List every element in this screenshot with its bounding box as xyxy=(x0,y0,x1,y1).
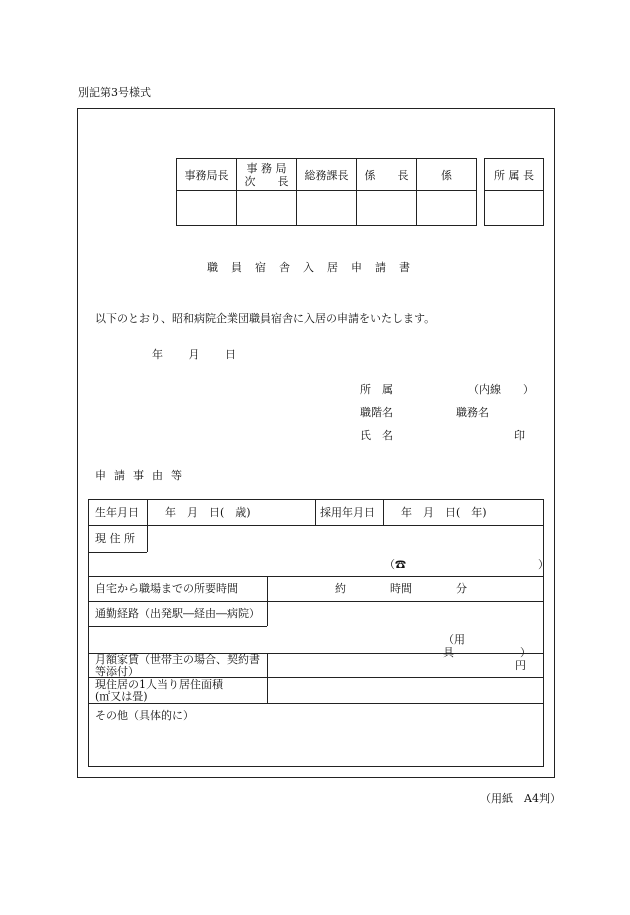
intro-text: 以下のとおり、昭和病院企業団職員宿舎に入居の申請をいたします。 xyxy=(95,312,436,325)
commute-route-label: 通勤経路（出発駅―経由―病院） xyxy=(95,607,260,620)
birth-date-value[interactable]: 年 月 日( 歳) xyxy=(165,506,251,519)
stamp-box-affiliation-head[interactable] xyxy=(485,191,544,226)
stamp-box-subsection-chief[interactable] xyxy=(357,191,417,226)
application-date[interactable]: 年 月 日 xyxy=(152,348,236,361)
row-line xyxy=(89,703,544,704)
approval-header-subsection-chief: 係 長 xyxy=(357,159,417,191)
approval-header-affiliation-head: 所 属 長 xyxy=(485,159,544,191)
row-line xyxy=(89,601,544,602)
transport-value[interactable]: （用具 ） xyxy=(443,633,531,659)
form-id: 別記第3号様式 xyxy=(78,86,151,99)
phone-value[interactable]: （☎ ） xyxy=(384,558,549,571)
col-line xyxy=(383,500,384,525)
paper-size-note: （用紙 A4判） xyxy=(480,792,561,805)
rank-label: 職階名 xyxy=(360,406,393,419)
extension-label[interactable]: （内線 ） xyxy=(468,383,534,396)
deputy-director-line1: 事 務 局 xyxy=(246,161,287,175)
current-address-label: 現 住 所 xyxy=(95,532,135,545)
monthly-rent-label-2: 等添付） xyxy=(95,665,139,678)
hire-date-label: 採用年月日 xyxy=(320,506,375,519)
other-label: その他（具体的に） xyxy=(95,709,194,722)
commute-time-label: 自宅から職場までの所要時間 xyxy=(95,582,238,595)
approval-stamp-table xyxy=(176,158,477,226)
row-line xyxy=(89,552,147,553)
approval-header-director: 事務局長 xyxy=(177,159,237,191)
col-line xyxy=(147,500,148,552)
post-label: 職務名 xyxy=(456,406,489,419)
row-line xyxy=(89,576,544,577)
document-title: 職員宿舎入居申請書 xyxy=(207,261,423,274)
row-line xyxy=(89,626,267,627)
affiliation-label: 所 属 xyxy=(360,383,393,396)
name-label: 氏 名 xyxy=(360,429,393,442)
stamp-box-staff[interactable] xyxy=(417,191,477,226)
seal-mark: 印 xyxy=(514,429,525,442)
monthly-rent-label-1: 月額家賃（世帯主の場合、契約書 xyxy=(95,653,260,666)
col-line xyxy=(315,500,316,525)
birth-date-label: 生年月日 xyxy=(95,506,139,519)
commute-time-value[interactable]: 約 時間 分 xyxy=(335,582,467,595)
application-details-table xyxy=(88,499,549,767)
living-area-label-2: (㎡又は畳) xyxy=(95,690,148,703)
living-area-label-1: 現住居の1人当り居住面積 xyxy=(95,678,223,691)
col-line xyxy=(267,601,268,626)
stamp-box-director[interactable] xyxy=(177,191,237,226)
approval-header-deputy-director xyxy=(237,159,297,191)
monthly-rent-unit: 円 xyxy=(515,659,526,672)
col-line xyxy=(267,653,268,703)
deputy-director-line2: 次 長 xyxy=(244,174,289,188)
reason-heading: 申請事由等 xyxy=(95,469,190,482)
hire-date-value[interactable]: 年 月 日( 年) xyxy=(401,506,487,519)
stamp-box-general-affairs-chief[interactable] xyxy=(297,191,357,226)
row-line xyxy=(89,525,544,526)
col-line xyxy=(267,576,268,601)
approval-header-staff: 係 xyxy=(417,159,477,191)
affiliation-head-stamp-table xyxy=(484,158,544,226)
approval-header-general-affairs-chief: 総務課長 xyxy=(297,159,357,191)
stamp-box-deputy-director[interactable] xyxy=(237,191,297,226)
